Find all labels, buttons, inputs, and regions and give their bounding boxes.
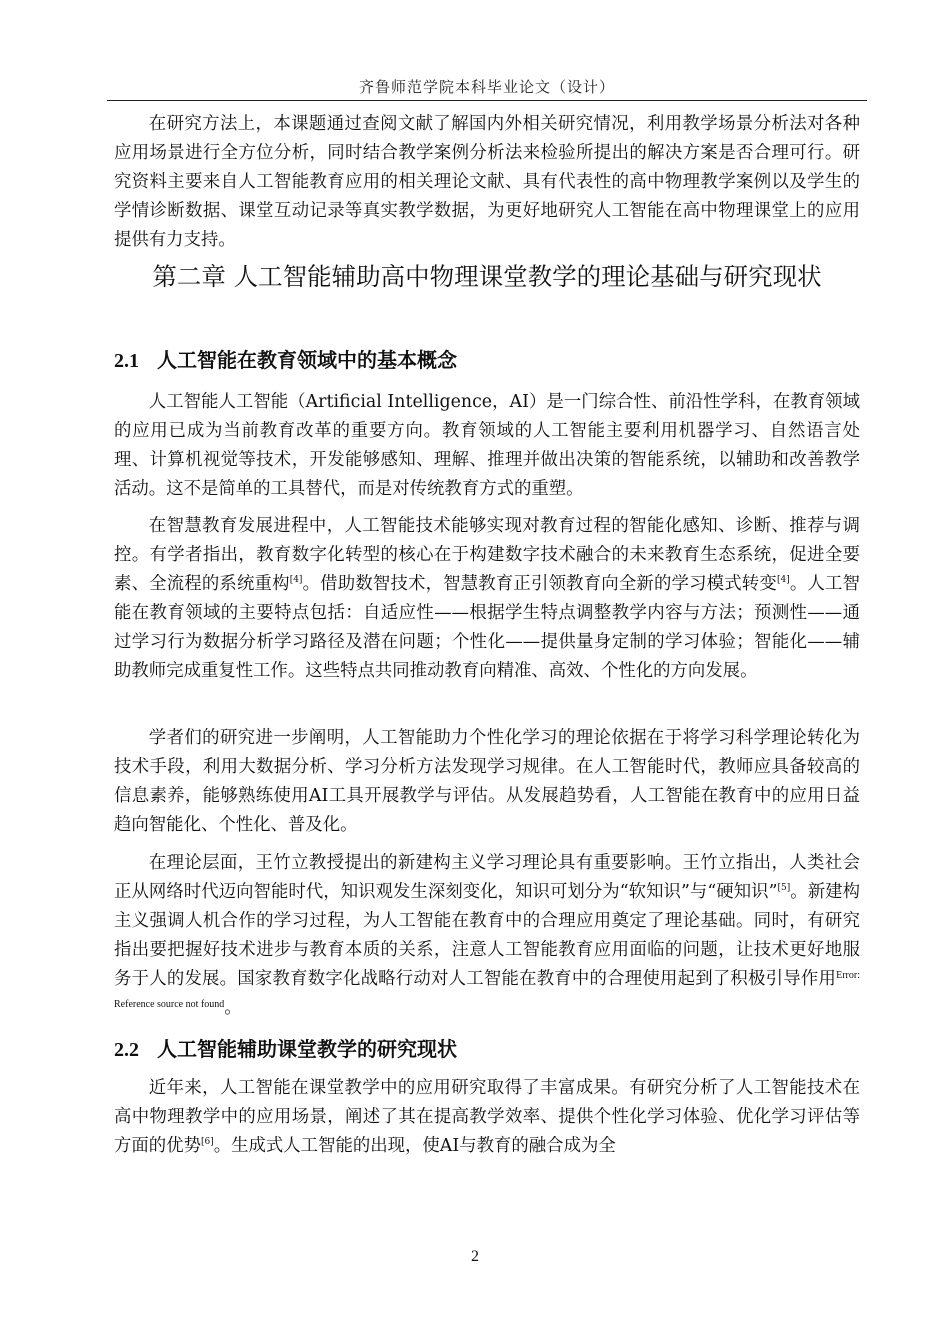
paragraph-text: 。 [224,998,242,1018]
body-paragraph: 学者们的研究进一步阐明，人工智能助力个性化学习的理论依据在于将学习科学理论转化为技术手段，利用大数据分析、学习分析方法发现学习规律。在人工智能时代，教师应具备较高的信息素养，能够熟练使用AI工具开展教学与评估。从发展趋势看，人工智能在教育中的应用日益趋向智能化、个性化、普及化。 [114,728,860,835]
section-number: 2.1 [114,350,139,372]
citation-ref: [5] [777,883,791,893]
body-paragraph [114,1074,860,1161]
citation-ref: [4] [289,575,303,585]
chapter-title: 第二章 人工智能辅助高中物理课堂教学的理论基础与研究现状 [152,262,822,291]
header-divider [107,100,867,101]
section-title: 人工智能辅助课堂教学的研究现状 [157,1037,457,1061]
reference-error-text: Error: Reference source not found [114,970,860,1010]
paragraph-text: 在智慧教育发展进程中，人工智能技术能够实现对教育过程的智能化感知、诊断、推荐与调控。有学者指出，教育数字化转型的核心在于构建数字技术融合的未来教育生态系统，促进全要素、全流程的系统重构 [114,516,860,594]
page-header: 齐鲁师范学院本科毕业论文（设计） [358,78,615,96]
paragraph-text: 。新建构主义强调人机合作的学习过程，为人工智能在教育中的合理应用奠定了理论基础。同时，有研究指出要把握好技术进步与教育本质的关系，注意人工智能教育应用面临的问题，让技术更好地服务于人的发展。国家教育数字化战略行动对人工智能在教育中的合理使用起到了积极引导作用 [114,882,860,989]
section-heading-2-2 [114,1035,457,1064]
section-heading-2-1 [114,346,457,375]
body-paragraph [114,512,860,686]
section-number: 2.2 [114,1039,139,1061]
body-paragraph: 人工智能人工智能（Artificial Intelligence，AI）是一门综合性、前沿性学科，在教育领域的应用已成为当前教育改革的重要方向。教育领域的人工智能主要利用机器学习、自然语言处理、计算机视觉等技术，开发能够感知、理解、推理并做出决策的智能系统，以辅助和改善教学活动。这不是简单的工具替代，而是对传统教育方式的重塑。 [114,392,860,499]
paragraph-text: 。人工智能在教育领域的主要特点包括：自适应性——根据学生特点调整教学内容与方法；预测性——通过学习行为数据分析学习路径及潜在问题；个性化——提供量身定制的学习体验；智能化——辅助教师完成重复性工作。这些特点共同推动教育向精准、高效、个性化的方向发展。 [114,574,860,681]
section-title: 人工智能在教育领域中的基本概念 [157,348,457,372]
body-paragraph [114,849,860,1023]
paragraph-text: 近年来，人工智能在课堂教学中的应用研究取得了丰富成果。有研究分析了人工智能技术在高中物理教学中的应用场景，阐述了其在提高教学效率、提供个性化学习体验、优化学习评估等方面的优势 [114,1078,860,1156]
citation-ref: [4] [776,575,790,585]
citation-ref: [6] [200,1137,214,1147]
intro-paragraph: 在研究方法上，本课题通过查阅文献了解国内外相关研究情况，利用教学场景分析法对各种应用场景进行全方位分析，同时结合教学案例分析法来检验所提出的解决方案是否合理可行。研究资料主要来自人工智能教育应用的相关理论文献、具有代表性的高中物理教学案例以及学生的学情诊断数据、课堂互动记录等真实教学数据，为更好地研究人工智能在高中物理课堂上的应用提供有力支持。 [114,114,860,250]
page-number: 2 [471,1248,479,1265]
paragraph-text: 在理论层面，王竹立教授提出的新建构主义学习理论具有重要影响。王竹立指出，人类社会正从网络时代迈向智能时代，知识观发生深刻变化，知识可划分为“软知识”与“硬知识” [114,853,860,902]
paragraph-text: 。生成式人工智能的出现，使AI与教育的融合成为全 [213,1136,616,1156]
paragraph-text: 。借助数智技术，智慧教育正引领教育向全新的学习模式转变 [302,574,777,594]
